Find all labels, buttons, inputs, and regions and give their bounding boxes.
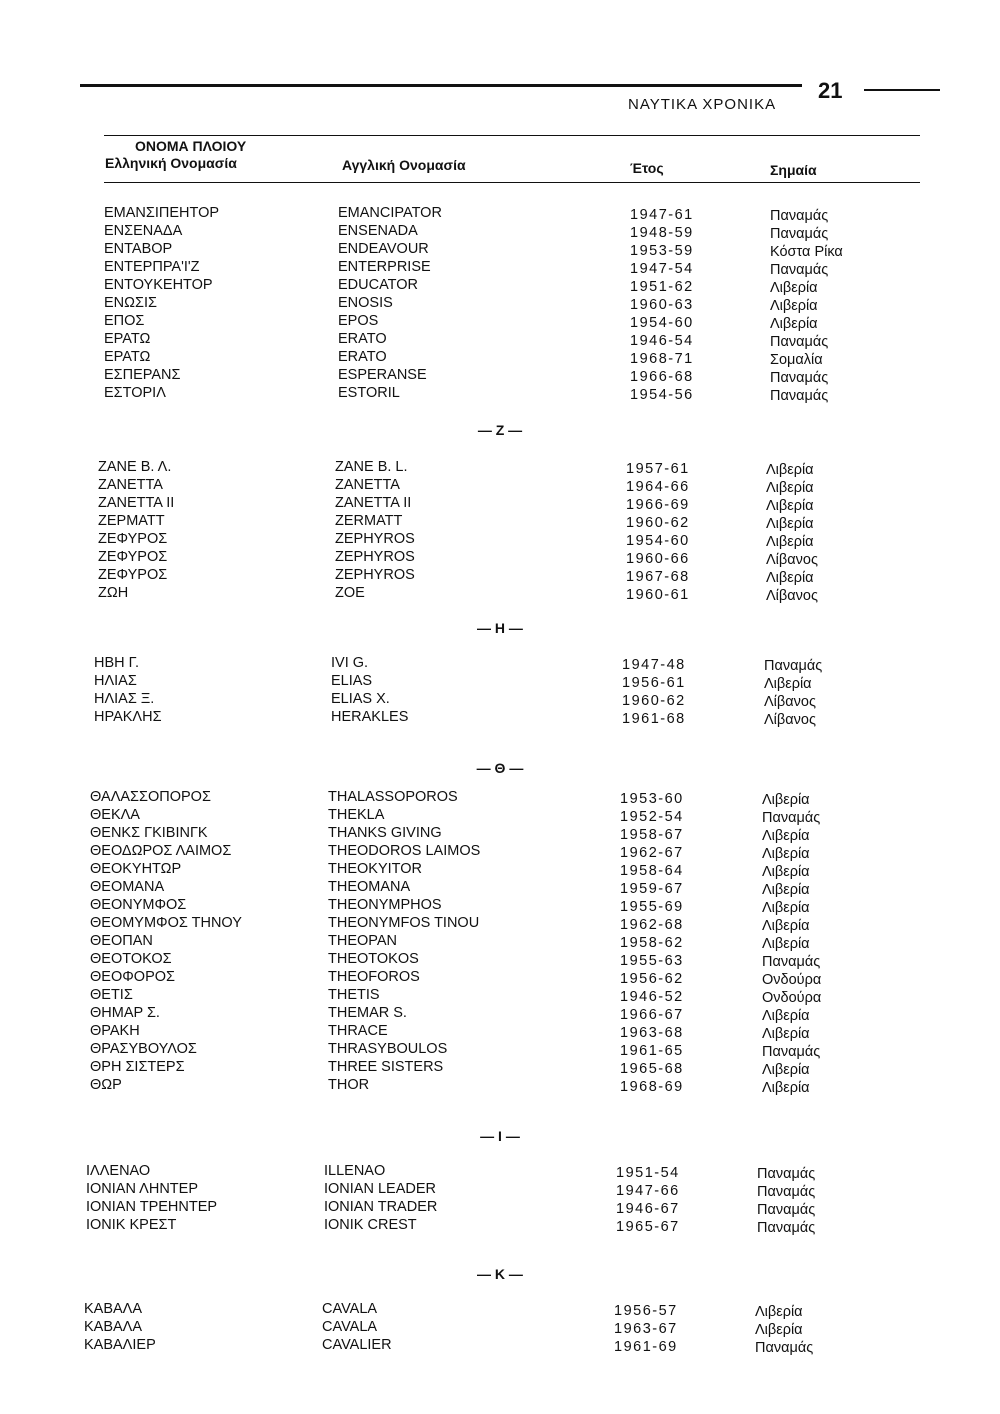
- table-row: [0, 672, 1000, 690]
- service-years: 1956-62: [620, 971, 684, 987]
- ship-name-english: THEOTOKOS: [328, 951, 419, 967]
- column-group-heading: ΟΝΟΜΑ ΠΛΟΙΟΥ: [135, 138, 247, 154]
- ship-name-greek: ΖΑΝΕ Β. Λ.: [98, 459, 172, 475]
- flag-country: Λίβανος: [766, 588, 818, 604]
- ship-name-english: THRACE: [328, 1023, 388, 1039]
- service-years: 1960-61: [626, 587, 690, 603]
- ship-name-english: EPOS: [338, 313, 379, 329]
- flag-country: Λιβερία: [762, 846, 810, 862]
- ship-name-greek: ΖΕΦΥΡΟΣ: [98, 549, 168, 565]
- ship-name-english: IONIAN TRADER: [324, 1199, 438, 1215]
- ship-name-english: THEODOROS LAIMOS: [328, 843, 481, 859]
- ship-name-greek: ΗΒΗ Γ.: [94, 655, 140, 671]
- service-years: 1966-67: [620, 1007, 684, 1023]
- flag-country: Κόστα Ρίκα: [770, 244, 843, 260]
- table-top-rule: [104, 135, 920, 136]
- service-years: 1961-69: [614, 1339, 678, 1355]
- service-years: 1963-67: [614, 1321, 678, 1337]
- ship-name-english: ENOSIS: [338, 295, 393, 311]
- ship-name-greek: ΕΝΩΣΙΣ: [104, 295, 157, 311]
- table-row: [0, 1040, 1000, 1058]
- flag-country: Λιβερία: [770, 316, 818, 332]
- table-row: [0, 654, 1000, 672]
- flag-country: Λιβερία: [755, 1322, 803, 1338]
- table-row: [0, 968, 1000, 986]
- service-years: 1959-67: [620, 881, 684, 897]
- table-row: [0, 950, 1000, 968]
- ship-name-greek: ΘΑΛΑΣΣΟΠΟΡΟΣ: [90, 789, 211, 805]
- flag-country: Λιβερία: [766, 480, 814, 496]
- ship-name-greek: ΕΣΤΟΡΙΛ: [104, 385, 166, 401]
- ship-name-greek: ΖΑΝΕΤΤΑ: [98, 477, 163, 493]
- flag-country: Λιβερία: [762, 864, 810, 880]
- flag-country: Λίβανος: [766, 552, 818, 568]
- header-rule-right: [864, 89, 940, 91]
- section-letter-th: — Θ —: [476, 760, 524, 776]
- ship-name-greek: ΖΕΦΥΡΟΣ: [98, 567, 168, 583]
- ship-name-greek: ΘΕΟΤΟΚΟΣ: [90, 951, 172, 967]
- table-row: [0, 1022, 1000, 1040]
- flag-country: Λιβερία: [762, 900, 810, 916]
- ship-name-greek: ΗΛΙΑΣ: [94, 673, 137, 689]
- ship-name-english: CAVALA: [322, 1319, 378, 1335]
- flag-country: Παναμάς: [770, 388, 829, 404]
- service-years: 1956-61: [622, 675, 686, 691]
- ship-name-english: ZANETTA II: [335, 495, 412, 511]
- ship-name-greek: ΘΕΟΜΥΜΦΟΣ ΤΗΝΟΥ: [90, 915, 242, 931]
- table-row: [0, 366, 1000, 384]
- ship-name-greek: ΕΡΑΤΩ: [104, 331, 151, 347]
- flag-country: Λιβερία: [766, 462, 814, 478]
- table-row: [0, 276, 1000, 294]
- ship-name-english: ZEPHYROS: [335, 531, 415, 547]
- service-years: 1953-60: [620, 791, 684, 807]
- section-letter-i: — Ι —: [480, 1128, 520, 1144]
- table-row: [0, 204, 1000, 222]
- ship-name-greek: ΚΑΒΑΛΑ: [84, 1301, 143, 1317]
- table-row: [0, 878, 1000, 896]
- ship-name-greek: ΕΝΤΟΥΚΕΗΤΟΡ: [104, 277, 213, 293]
- table-row: [0, 708, 1000, 726]
- table-row: [0, 476, 1000, 494]
- service-years: 1963-68: [620, 1025, 684, 1041]
- table-row: [0, 566, 1000, 584]
- service-years: 1947-66: [616, 1183, 680, 1199]
- ship-name-english: ELIAS X.: [331, 691, 390, 707]
- flag-country: Παναμάς: [762, 954, 821, 970]
- ship-name-greek: ΕΠΟΣ: [104, 313, 145, 329]
- table-row: [0, 788, 1000, 806]
- flag-country: Παναμάς: [757, 1202, 816, 1218]
- ship-name-greek: ΘΕΟΠΑΝ: [90, 933, 153, 949]
- ship-name-greek: ΘΡΑΚΗ: [90, 1023, 140, 1039]
- table-row: [0, 1058, 1000, 1076]
- table-row: [0, 690, 1000, 708]
- ship-name-english: THEOKYITOR: [328, 861, 422, 877]
- ship-name-english: ZANE B. L.: [335, 459, 408, 475]
- ship-name-english: THETIS: [328, 987, 380, 1003]
- flag-country: Λίβανος: [764, 712, 816, 728]
- service-years: 1958-62: [620, 935, 684, 951]
- ship-name-greek: ΘΕΟΔΩΡΟΣ ΛΑΙΜΟΣ: [90, 843, 232, 859]
- ship-name-greek: ΖΕΡΜΑΤΤ: [98, 513, 165, 529]
- header-rule-left: [80, 84, 802, 87]
- service-years: 1966-69: [626, 497, 690, 513]
- ship-name-greek: ΕΣΠΕΡΑΝΣ: [104, 367, 181, 383]
- ship-name-greek: ΖΩΗ: [98, 585, 129, 601]
- ship-name-greek: ΙΟΝΙΑΝ ΛΗΝΤΕΡ: [86, 1181, 199, 1197]
- table-row: [0, 312, 1000, 330]
- table-row: [0, 986, 1000, 1004]
- ship-name-greek: ΕΝΤΕΡΠΡΑ'Ι'Ζ: [104, 259, 200, 275]
- ship-name-english: EMANCIPATOR: [338, 205, 442, 221]
- section-letter-z: — Ζ —: [477, 422, 523, 438]
- ship-name-english: IONIAN LEADER: [324, 1181, 436, 1197]
- ship-name-english: THRASYBOULOS: [328, 1041, 448, 1057]
- service-years: 1948-59: [630, 225, 694, 241]
- ship-name-greek: ΘΕΟΦΟΡΟΣ: [90, 969, 175, 985]
- service-years: 1957-61: [626, 461, 690, 477]
- ship-name-greek: ΗΛΙΑΣ Ξ.: [94, 691, 155, 707]
- table-row: [0, 258, 1000, 276]
- ship-name-english: ENTERPRISE: [338, 259, 431, 275]
- ship-name-english: THEKLA: [328, 807, 385, 823]
- service-years: 1960-62: [622, 693, 686, 709]
- table-row: [0, 512, 1000, 530]
- table-row: [0, 1198, 1000, 1216]
- service-years: 1946-54: [630, 333, 694, 349]
- service-years: 1955-69: [620, 899, 684, 915]
- service-years: 1953-59: [630, 243, 694, 259]
- ship-name-english: ERATO: [338, 331, 387, 347]
- service-years: 1954-60: [626, 533, 690, 549]
- ship-name-english: ZERMATT: [335, 513, 403, 529]
- service-years: 1956-57: [614, 1303, 678, 1319]
- service-years: 1954-56: [630, 387, 694, 403]
- ship-name-greek: ΘΕΤΙΣ: [90, 987, 133, 1003]
- table-row: [0, 1004, 1000, 1022]
- flag-country: Λιβερία: [762, 1008, 810, 1024]
- table-row: [0, 896, 1000, 914]
- flag-country: Παναμάς: [755, 1340, 814, 1356]
- ship-name-greek: ΗΡΑΚΛΗΣ: [94, 709, 162, 725]
- table-row: [0, 294, 1000, 312]
- flag-country: Παναμάς: [770, 208, 829, 224]
- ship-name-english: THALASSOPOROS: [328, 789, 458, 805]
- table-row: [0, 1336, 1000, 1354]
- flag-country: Λιβερία: [762, 1062, 810, 1078]
- service-years: 1962-68: [620, 917, 684, 933]
- flag-country: Λιβερία: [762, 918, 810, 934]
- flag-country: Λιβερία: [770, 298, 818, 314]
- flag-country: Παναμάς: [762, 810, 821, 826]
- table-row: [0, 1180, 1000, 1198]
- service-years: 1966-68: [630, 369, 694, 385]
- ship-name-english: THEOFOROS: [328, 969, 420, 985]
- ship-name-english: THEMAR S.: [328, 1005, 407, 1021]
- table-row: [0, 458, 1000, 476]
- service-years: 1964-66: [626, 479, 690, 495]
- ship-name-english: IONIK CREST: [324, 1217, 417, 1233]
- flag-country: Λιβερία: [766, 570, 814, 586]
- flag-country: Σομαλία: [770, 352, 823, 368]
- column-heading-english: Αγγλική Ονομασία: [342, 157, 466, 173]
- ship-name-english: ZOE: [335, 585, 365, 601]
- flag-country: Λιβερία: [766, 534, 814, 550]
- ship-name-greek: ΚΑΒΑΛΑ: [84, 1319, 143, 1335]
- ship-name-english: HERAKLES: [331, 709, 409, 725]
- ship-name-greek: ΘΕΟΚΥΗΤΩΡ: [90, 861, 182, 877]
- service-years: 1951-54: [616, 1165, 680, 1181]
- service-years: 1967-68: [626, 569, 690, 585]
- flag-country: Παναμάς: [770, 370, 829, 386]
- service-years: 1958-64: [620, 863, 684, 879]
- ship-name-greek: ΘΕΝΚΣ ΓΚΙΒΙΝΓΚ: [90, 825, 208, 841]
- ship-name-english: ENDEAVOUR: [338, 241, 429, 257]
- table-row: [0, 222, 1000, 240]
- service-years: 1961-65: [620, 1043, 684, 1059]
- table-row: [0, 548, 1000, 566]
- flag-country: Λιβερία: [764, 676, 812, 692]
- table-row: [0, 806, 1000, 824]
- ship-name-english: ZEPHYROS: [335, 549, 415, 565]
- ship-name-english: ESTORIL: [338, 385, 400, 401]
- table-row: [0, 932, 1000, 950]
- ship-name-english: ZANETTA: [335, 477, 400, 493]
- ship-name-english: THOR: [328, 1077, 370, 1093]
- ship-name-greek: ΕΡΑΤΩ: [104, 349, 151, 365]
- ship-name-greek: ΘΕΚΛΑ: [90, 807, 140, 823]
- flag-country: Παναμάς: [770, 262, 829, 278]
- flag-country: Λίβανος: [764, 694, 816, 710]
- table-row: [0, 240, 1000, 258]
- page-number: 21: [818, 78, 843, 103]
- flag-country: Λιβερία: [766, 498, 814, 514]
- flag-country: Παναμάς: [764, 658, 823, 674]
- service-years: 1960-63: [630, 297, 694, 313]
- table-row: [0, 842, 1000, 860]
- ship-name-english: THEOPAN: [328, 933, 398, 949]
- flag-country: Λιβερία: [770, 280, 818, 296]
- service-years: 1968-69: [620, 1079, 684, 1095]
- flag-country: Παναμάς: [757, 1166, 816, 1182]
- ship-name-greek: ΘΩΡ: [90, 1077, 122, 1093]
- service-years: 1965-68: [620, 1061, 684, 1077]
- flag-country: Παναμάς: [770, 226, 829, 242]
- flag-country: Λιβερία: [762, 936, 810, 952]
- table-row: [0, 914, 1000, 932]
- section-letter-h: — Η —: [477, 620, 523, 636]
- service-years: 1947-48: [622, 657, 686, 673]
- ship-name-english: ERATO: [338, 349, 387, 365]
- flag-country: Παναμάς: [757, 1220, 816, 1236]
- ship-name-english: THEONYMPHOS: [328, 897, 442, 913]
- service-years: 1946-67: [616, 1201, 680, 1217]
- service-years: 1960-62: [626, 515, 690, 531]
- service-years: 1968-71: [630, 351, 694, 367]
- header-title: ΝΑΥΤΙΚΑ ΧΡΟΝΙΚΑ: [628, 96, 777, 113]
- ship-name-english: CAVALA: [322, 1301, 378, 1317]
- service-years: 1946-52: [620, 989, 684, 1005]
- table-row: [0, 1216, 1000, 1234]
- ship-name-english: ILLENAO: [324, 1163, 386, 1179]
- table-row: [0, 860, 1000, 878]
- service-years: 1961-68: [622, 711, 686, 727]
- ship-name-english: ESPERANSE: [338, 367, 427, 383]
- ship-name-greek: ΘΗΜΑΡ Σ.: [90, 1005, 160, 1021]
- service-years: 1952-54: [620, 809, 684, 825]
- ship-name-english: THANKS GIVING: [328, 825, 442, 841]
- flag-country: Λιβερία: [762, 882, 810, 898]
- ship-name-greek: ΖΕΦΥΡΟΣ: [98, 531, 168, 547]
- table-row: [0, 494, 1000, 512]
- ship-name-english: THEOMANA: [328, 879, 411, 895]
- ship-name-greek: ΚΑΒΑΛΙΕΡ: [84, 1337, 156, 1353]
- ship-name-greek: ΘΕΟΝΥΜΦΟΣ: [90, 897, 187, 913]
- flag-country: Λιβερία: [755, 1304, 803, 1320]
- ship-name-english: IVI G.: [331, 655, 369, 671]
- ship-name-greek: ΕΜΑΝΣΙΠΕΗΤΟΡ: [104, 205, 220, 221]
- flag-country: Ονδούρα: [762, 990, 822, 1006]
- flag-country: Ονδούρα: [762, 972, 822, 988]
- ship-name-greek: ΙΟΝΙΑΝ ΤΡΕΗΝΤΕΡ: [86, 1199, 218, 1215]
- ship-name-english: ZEPHYROS: [335, 567, 415, 583]
- service-years: 1965-67: [616, 1219, 680, 1235]
- table-row: [0, 1162, 1000, 1180]
- flag-country: Παναμάς: [770, 334, 829, 350]
- ship-name-english: THEONYMFOS TINOU: [328, 915, 480, 931]
- table-row: [0, 1318, 1000, 1336]
- column-heading-years: Έτος: [630, 160, 664, 176]
- service-years: 1947-61: [630, 207, 694, 223]
- column-heading-greek: Ελληνική Ονομασία: [105, 155, 237, 171]
- table-row: [0, 824, 1000, 842]
- flag-country: Παναμάς: [762, 1044, 821, 1060]
- service-years: 1960-66: [626, 551, 690, 567]
- service-years: 1951-62: [630, 279, 694, 295]
- ship-name-greek: ΙΛΛΕΝΑΟ: [86, 1163, 151, 1179]
- service-years: 1954-60: [630, 315, 694, 331]
- ship-name-greek: ΕΝΣΕΝΑΔΑ: [104, 223, 183, 239]
- ship-name-greek: ΖΑΝΕΤΤΑ ΙΙ: [98, 495, 175, 511]
- table-row: [0, 530, 1000, 548]
- table-header-rule: [104, 182, 920, 183]
- table-row: [0, 1300, 1000, 1318]
- column-heading-flag: Σημαία: [770, 162, 817, 178]
- service-years: 1962-67: [620, 845, 684, 861]
- ship-name-english: EDUCATOR: [338, 277, 419, 293]
- ship-name-greek: ΘΕΟΜΑΝΑ: [90, 879, 165, 895]
- flag-country: Λιβερία: [762, 1026, 810, 1042]
- service-years: 1947-54: [630, 261, 694, 277]
- ship-name-english: ENSENADA: [338, 223, 418, 239]
- table-row: [0, 584, 1000, 602]
- flag-country: Παναμάς: [757, 1184, 816, 1200]
- table-row: [0, 384, 1000, 402]
- ship-name-english: ELIAS: [331, 673, 373, 689]
- ship-name-english: THREE SISTERS: [328, 1059, 444, 1075]
- ship-name-greek: ΘΡΗ ΣΙΣΤΕΡΣ: [90, 1059, 185, 1075]
- flag-country: Λιβερία: [762, 828, 810, 844]
- table-row: [0, 348, 1000, 366]
- table-row: [0, 1076, 1000, 1094]
- ship-name-greek: ΕΝΤΑΒΟΡ: [104, 241, 173, 257]
- ship-name-greek: ΙΟΝΙΚ ΚΡΕΣΤ: [86, 1217, 177, 1233]
- ship-name-english: CAVALIER: [322, 1337, 392, 1353]
- flag-country: Λιβερία: [762, 1080, 810, 1096]
- table-row: [0, 330, 1000, 348]
- section-letter-k: — Κ —: [477, 1266, 523, 1282]
- flag-country: Λιβερία: [766, 516, 814, 532]
- flag-country: Λιβερία: [762, 792, 810, 808]
- service-years: 1955-63: [620, 953, 684, 969]
- ship-name-greek: ΘΡΑΣΥΒΟΥΛΟΣ: [90, 1041, 197, 1057]
- service-years: 1958-67: [620, 827, 684, 843]
